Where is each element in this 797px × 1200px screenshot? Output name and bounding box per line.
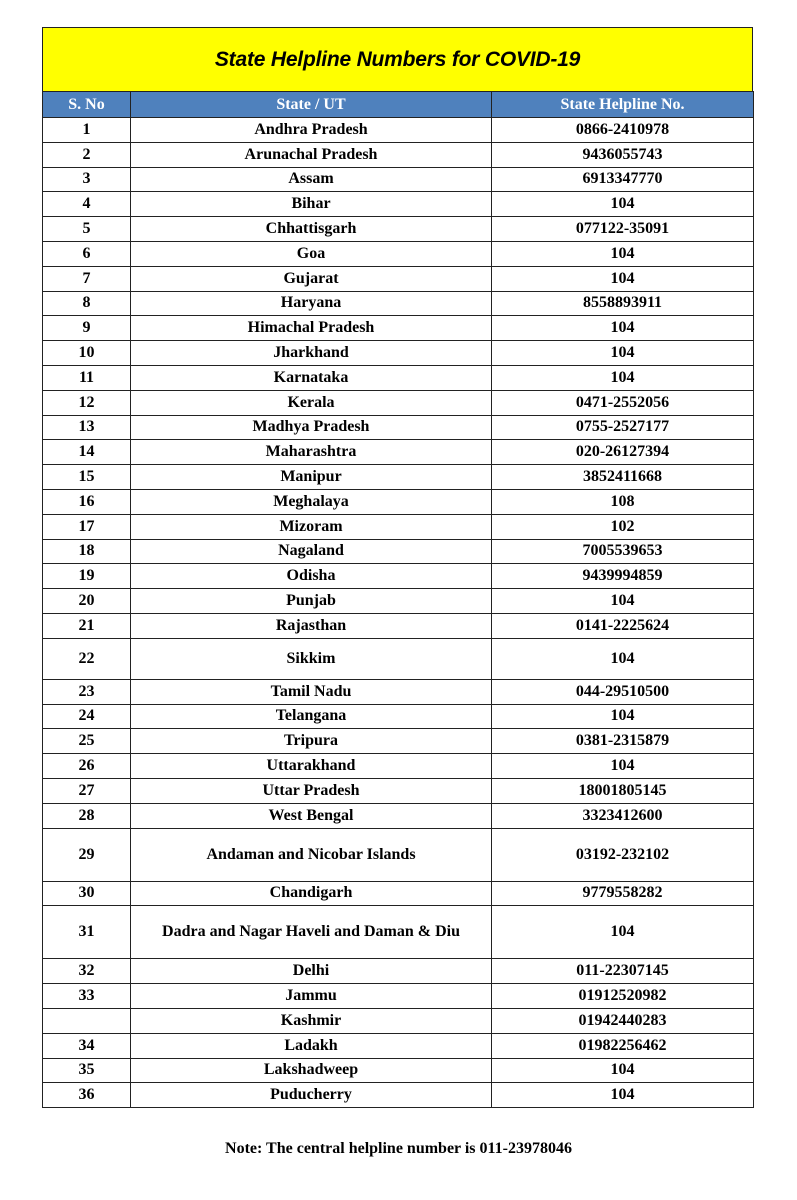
table-row — [43, 241, 754, 266]
table-row — [43, 803, 754, 828]
cell-phone: 03192-232102 — [492, 828, 754, 881]
table-row — [43, 881, 754, 906]
cell-phone: 044-29510500 — [492, 679, 754, 704]
cell-state: Goa — [131, 241, 492, 266]
cell-state: Jammu — [131, 984, 492, 1009]
cell-sno: 21 — [43, 613, 131, 638]
cell-sno: 16 — [43, 489, 131, 514]
cell-sno: 19 — [43, 564, 131, 589]
cell-phone: 18001805145 — [492, 778, 754, 803]
table-row — [43, 589, 754, 614]
cell-sno: 15 — [43, 465, 131, 490]
table-row — [43, 489, 754, 514]
cell-phone: 104 — [492, 365, 754, 390]
cell-phone: 104 — [492, 589, 754, 614]
table-row — [43, 1033, 754, 1058]
cell-state: Manipur — [131, 465, 492, 490]
cell-sno: 18 — [43, 539, 131, 564]
cell-state: Mizoram — [131, 514, 492, 539]
cell-state: Ladakh — [131, 1033, 492, 1058]
table-row — [43, 906, 754, 959]
cell-phone: 6913347770 — [492, 167, 754, 192]
cell-phone: 104 — [492, 638, 754, 679]
cell-phone: 9439994859 — [492, 564, 754, 589]
cell-phone: 0471-2552056 — [492, 390, 754, 415]
cell-phone: 104 — [492, 192, 754, 217]
document-title: State Helpline Numbers for COVID-19 — [42, 27, 753, 91]
cell-sno: 26 — [43, 754, 131, 779]
cell-state: Uttarakhand — [131, 754, 492, 779]
cell-state: Assam — [131, 167, 492, 192]
cell-phone: 104 — [492, 266, 754, 291]
cell-state: Himachal Pradesh — [131, 316, 492, 341]
cell-sno: 17 — [43, 514, 131, 539]
cell-phone: 011-22307145 — [492, 959, 754, 984]
table-row — [43, 754, 754, 779]
cell-state: Odisha — [131, 564, 492, 589]
cell-sno: 1 — [43, 118, 131, 143]
cell-sno: 23 — [43, 679, 131, 704]
cell-state: Telangana — [131, 704, 492, 729]
table-row — [43, 704, 754, 729]
table-row — [43, 828, 754, 881]
table-row — [43, 291, 754, 316]
cell-phone: 104 — [492, 1058, 754, 1083]
cell-sno: 27 — [43, 778, 131, 803]
cell-state: Chhattisgarh — [131, 217, 492, 242]
table-row — [43, 415, 754, 440]
table-row — [43, 365, 754, 390]
cell-sno: 28 — [43, 803, 131, 828]
cell-sno: 9 — [43, 316, 131, 341]
cell-state: Andaman and Nicobar Islands — [131, 828, 492, 881]
table-row — [43, 192, 754, 217]
table-row — [43, 959, 754, 984]
cell-state: Tamil Nadu — [131, 679, 492, 704]
cell-state: West Bengal — [131, 803, 492, 828]
cell-phone: 108 — [492, 489, 754, 514]
cell-sno: 29 — [43, 828, 131, 881]
cell-phone: 9779558282 — [492, 881, 754, 906]
table-row — [43, 514, 754, 539]
cell-state: Punjab — [131, 589, 492, 614]
cell-sno: 14 — [43, 440, 131, 465]
cell-sno: 6 — [43, 241, 131, 266]
cell-phone: 077122-35091 — [492, 217, 754, 242]
cell-phone: 104 — [492, 1083, 754, 1108]
cell-phone: 01942440283 — [492, 1008, 754, 1033]
cell-phone: 104 — [492, 241, 754, 266]
cell-state: Jharkhand — [131, 341, 492, 366]
header-sno: S. No — [43, 92, 131, 118]
cell-phone: 0755-2527177 — [492, 415, 754, 440]
cell-state: Nagaland — [131, 539, 492, 564]
cell-phone: 9436055743 — [492, 142, 754, 167]
cell-state: Kashmir — [131, 1008, 492, 1033]
table-row — [43, 1083, 754, 1108]
table-row — [43, 539, 754, 564]
cell-sno: 35 — [43, 1058, 131, 1083]
cell-sno: 5 — [43, 217, 131, 242]
cell-sno: 8 — [43, 291, 131, 316]
cell-sno: 30 — [43, 881, 131, 906]
cell-state: Gujarat — [131, 266, 492, 291]
header-state: State / UT — [131, 92, 492, 118]
cell-state: Dadra and Nagar Haveli and Daman & Diu — [131, 906, 492, 959]
cell-state: Maharashtra — [131, 440, 492, 465]
cell-sno: 31 — [43, 906, 131, 959]
helpline-sheet — [42, 27, 753, 1108]
helpline-table — [42, 91, 754, 1108]
table-row — [43, 729, 754, 754]
cell-state: Uttar Pradesh — [131, 778, 492, 803]
table-header-row — [43, 92, 754, 118]
cell-sno: 25 — [43, 729, 131, 754]
cell-phone: 8558893911 — [492, 291, 754, 316]
cell-sno: 13 — [43, 415, 131, 440]
cell-phone: 3323412600 — [492, 803, 754, 828]
cell-phone: 102 — [492, 514, 754, 539]
cell-state: Karnataka — [131, 365, 492, 390]
cell-phone: 104 — [492, 754, 754, 779]
table-row — [43, 638, 754, 679]
cell-sno: 32 — [43, 959, 131, 984]
cell-phone: 0381-2315879 — [492, 729, 754, 754]
cell-phone: 104 — [492, 316, 754, 341]
cell-state: Rajasthan — [131, 613, 492, 638]
cell-phone: 104 — [492, 341, 754, 366]
cell-sno: 2 — [43, 142, 131, 167]
table-row — [43, 266, 754, 291]
cell-sno: 22 — [43, 638, 131, 679]
cell-phone: 020-26127394 — [492, 440, 754, 465]
cell-state: Delhi — [131, 959, 492, 984]
cell-phone: 01912520982 — [492, 984, 754, 1009]
cell-state: Haryana — [131, 291, 492, 316]
cell-state: Andhra Pradesh — [131, 118, 492, 143]
header-phone: State Helpline No. — [492, 92, 754, 118]
table-row — [43, 465, 754, 490]
cell-sno — [43, 1008, 131, 1033]
cell-sno: 11 — [43, 365, 131, 390]
table-row — [43, 613, 754, 638]
cell-sno: 24 — [43, 704, 131, 729]
cell-sno: 3 — [43, 167, 131, 192]
cell-state: Tripura — [131, 729, 492, 754]
cell-state: Kerala — [131, 390, 492, 415]
table-row — [43, 217, 754, 242]
cell-state: Puducherry — [131, 1083, 492, 1108]
table-row — [43, 341, 754, 366]
cell-phone: 3852411668 — [492, 465, 754, 490]
cell-state: Sikkim — [131, 638, 492, 679]
central-helpline-note: Note: The central helpline number is 011-23978046 — [225, 1140, 572, 1157]
table-row — [43, 1058, 754, 1083]
cell-phone: 0141-2225624 — [492, 613, 754, 638]
table-row — [43, 984, 754, 1009]
cell-sno: 12 — [43, 390, 131, 415]
cell-phone: 01982256462 — [492, 1033, 754, 1058]
cell-phone: 0866-2410978 — [492, 118, 754, 143]
cell-sno: 10 — [43, 341, 131, 366]
table-row — [43, 118, 754, 143]
table-row — [43, 778, 754, 803]
cell-sno: 7 — [43, 266, 131, 291]
cell-state: Arunachal Pradesh — [131, 142, 492, 167]
table-row — [43, 167, 754, 192]
cell-state: Bihar — [131, 192, 492, 217]
cell-state: Chandigarh — [131, 881, 492, 906]
cell-sno: 20 — [43, 589, 131, 614]
cell-sno: 36 — [43, 1083, 131, 1108]
table-row — [43, 316, 754, 341]
table-row — [43, 440, 754, 465]
table-row — [43, 142, 754, 167]
table-row — [43, 1008, 754, 1033]
cell-phone: 104 — [492, 704, 754, 729]
cell-sno: 34 — [43, 1033, 131, 1058]
table-row — [43, 564, 754, 589]
table-row — [43, 679, 754, 704]
cell-phone: 7005539653 — [492, 539, 754, 564]
cell-state: Madhya Pradesh — [131, 415, 492, 440]
cell-phone: 104 — [492, 906, 754, 959]
cell-state: Lakshadweep — [131, 1058, 492, 1083]
cell-sno: 33 — [43, 984, 131, 1009]
cell-sno: 4 — [43, 192, 131, 217]
table-row — [43, 390, 754, 415]
cell-state: Meghalaya — [131, 489, 492, 514]
